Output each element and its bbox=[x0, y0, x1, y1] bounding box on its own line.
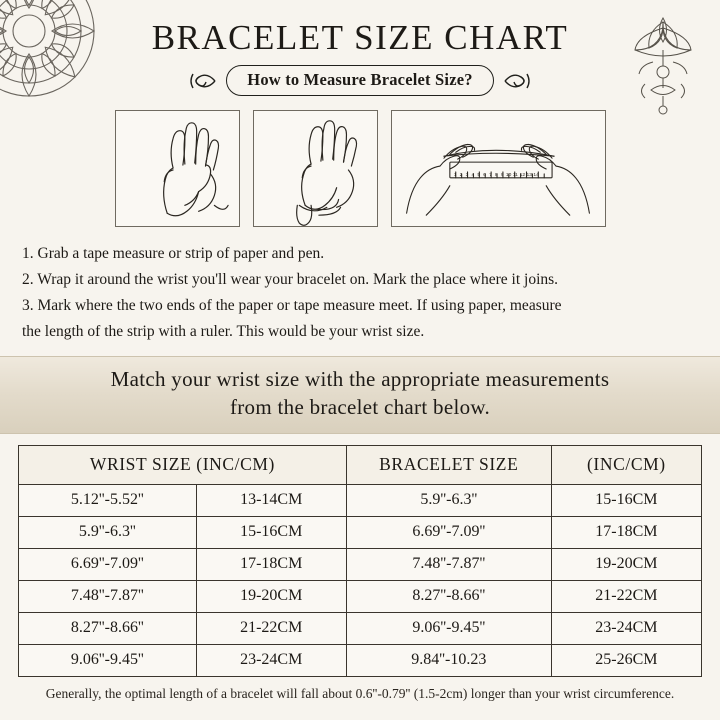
step-1: 1. Grab a tape measure or strip of paper and pen. bbox=[22, 245, 325, 262]
cell-bracelet-cm: 15-16CM bbox=[551, 484, 701, 516]
svg-text:11: 11 bbox=[512, 172, 518, 178]
illustration-step-3 bbox=[391, 110, 606, 227]
header-bracelet-size: BRACELET SIZE bbox=[346, 445, 551, 484]
size-table-wrapper bbox=[18, 445, 702, 677]
illustration-step-1 bbox=[115, 110, 240, 227]
page-title: BRACELET SIZE CHART bbox=[151, 18, 569, 57]
cell-wrist-inch: 5.12''-5.52'' bbox=[19, 484, 197, 516]
cell-bracelet-cm: 25-26CM bbox=[551, 644, 701, 676]
table-header-row bbox=[19, 445, 702, 484]
svg-text:3: 3 bbox=[465, 172, 468, 178]
svg-text:1: 1 bbox=[453, 172, 457, 178]
cell-bracelet-cm: 21-22CM bbox=[551, 580, 701, 612]
cell-wrist-inch: 7.48''-7.87'' bbox=[19, 580, 197, 612]
footnote: Generally, the optimal length of a bracelet will fall about 0.6''-0.79'' (1.5-2cm) longer than your wrist circumference. bbox=[45, 685, 675, 701]
hand-wrapping-tape-around-wrist-icon bbox=[254, 111, 377, 226]
cell-wrist-cm: 21-22CM bbox=[196, 612, 346, 644]
cell-wrist-cm: 15-16CM bbox=[196, 516, 346, 548]
table-row bbox=[19, 612, 702, 644]
band-line-1: Match your wrist size with the appropriate measurements bbox=[110, 367, 610, 392]
svg-text:10: 10 bbox=[505, 172, 511, 178]
svg-text:13: 13 bbox=[526, 172, 532, 178]
cell-wrist-cm: 17-18CM bbox=[196, 548, 346, 580]
band-line-2: from the bracelet chart below. bbox=[229, 395, 491, 420]
cell-wrist-inch: 5.9''-6.3'' bbox=[19, 516, 197, 548]
cell-bracelet-cm: 19-20CM bbox=[551, 548, 701, 580]
illustration-row bbox=[0, 110, 720, 227]
subtitle-banner bbox=[0, 65, 720, 96]
cell-wrist-cm: 23-24CM bbox=[196, 644, 346, 676]
header-wrist-size: WRIST SIZE (INC/CM) bbox=[19, 445, 347, 484]
cell-wrist-cm: 13-14CM bbox=[196, 484, 346, 516]
cell-bracelet-cm: 17-18CM bbox=[551, 516, 701, 548]
step-3-continued: the length of the strip with a ruler. This would be your wrist size. bbox=[22, 323, 425, 341]
svg-text:6: 6 bbox=[482, 172, 486, 178]
flourish-right-icon bbox=[503, 70, 533, 92]
step-2: 2. Wrap it around the wrist you'll wear your bracelet on. Mark the place where it joins. bbox=[22, 271, 559, 289]
svg-text:14: 14 bbox=[532, 172, 539, 178]
size-table bbox=[18, 445, 702, 677]
table-row bbox=[19, 516, 702, 548]
illustration-step-2 bbox=[253, 110, 378, 227]
hands-measuring-strip-with-ruler-icon bbox=[392, 111, 605, 226]
match-band bbox=[0, 356, 720, 433]
cell-bracelet-inch: 7.48''-7.87'' bbox=[346, 548, 551, 580]
svg-text:5: 5 bbox=[476, 172, 480, 178]
table-header bbox=[19, 445, 702, 484]
cell-bracelet-inch: 9.84''-10.23 bbox=[346, 644, 551, 676]
flourish-left-icon bbox=[187, 70, 217, 92]
cell-bracelet-inch: 5.9''-6.3'' bbox=[346, 484, 551, 516]
hand-with-tape-measure-strip-icon bbox=[116, 111, 239, 226]
cell-bracelet-inch: 6.69''-7.09'' bbox=[346, 516, 551, 548]
svg-text:9: 9 bbox=[500, 172, 504, 178]
svg-text:8: 8 bbox=[494, 172, 498, 178]
table-body bbox=[19, 484, 702, 676]
cell-wrist-inch: 8.27''-8.66'' bbox=[19, 612, 197, 644]
subtitle-pill: How to Measure Bracelet Size? bbox=[226, 65, 493, 96]
header-bracelet-unit: (INC/CM) bbox=[551, 445, 701, 484]
svg-text:12: 12 bbox=[519, 172, 525, 178]
cell-bracelet-cm: 23-24CM bbox=[551, 612, 701, 644]
table-row bbox=[19, 580, 702, 612]
svg-text:2: 2 bbox=[459, 172, 462, 178]
cell-wrist-inch: 9.06''-9.45'' bbox=[19, 644, 197, 676]
step-3: 3. Mark where the two ends of the paper or tape measure meet. If using paper, measure bbox=[22, 297, 562, 315]
table-row bbox=[19, 644, 702, 676]
table-row bbox=[19, 484, 702, 516]
cell-bracelet-inch: 8.27''-8.66'' bbox=[346, 580, 551, 612]
cell-wrist-inch: 6.69''-7.09'' bbox=[19, 548, 197, 580]
cell-bracelet-inch: 9.06''-9.45'' bbox=[346, 612, 551, 644]
table-row bbox=[19, 548, 702, 580]
measure-steps bbox=[22, 241, 698, 344]
svg-text:4: 4 bbox=[470, 172, 474, 178]
svg-text:7: 7 bbox=[488, 172, 492, 178]
cell-wrist-cm: 19-20CM bbox=[196, 580, 346, 612]
